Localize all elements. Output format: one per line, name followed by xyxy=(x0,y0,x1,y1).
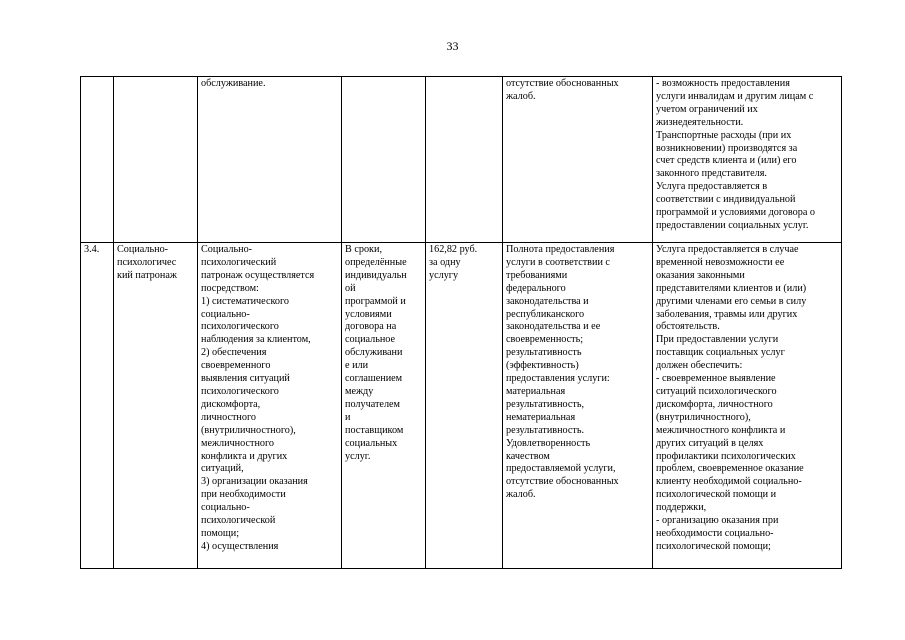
text-line: Социально- xyxy=(201,244,253,255)
text-line: жизнедеятельности. xyxy=(656,116,744,128)
text-line: и xyxy=(345,411,351,423)
text-line: поддержки, xyxy=(656,502,707,514)
cell-quality-indicators xyxy=(503,243,653,569)
text-line: договора на xyxy=(345,321,397,333)
text-line: дискомфорта, xyxy=(201,398,261,410)
text-line: нематериальная xyxy=(506,411,576,423)
text-line: клиенту необходимой социально- xyxy=(656,476,802,488)
text-line: межличностного конфликта и xyxy=(656,424,786,436)
text-line: - возможность предоставления xyxy=(656,78,790,89)
cell-conditions xyxy=(653,77,842,243)
cell-service-name xyxy=(114,77,198,243)
text-line: ой xyxy=(345,282,356,294)
text-line: социально- xyxy=(201,308,250,320)
text-line: 4) осуществления xyxy=(201,540,279,552)
text-line: - организацию оказания при xyxy=(656,515,779,527)
text-line: поставщиком xyxy=(345,424,404,436)
text-line: законодательства и ее xyxy=(506,321,601,333)
text-line: учетом ограничений их xyxy=(656,103,758,115)
text-line: В сроки, xyxy=(345,244,382,255)
cell-service-content xyxy=(198,77,342,243)
text-line: материальная xyxy=(506,385,566,397)
cell-quality-indicators xyxy=(503,77,653,243)
text-line: 3.4. xyxy=(84,244,100,255)
text-line: получателем xyxy=(345,398,400,410)
cell-tariff xyxy=(426,243,503,569)
text-line: 3) организации оказания xyxy=(201,476,308,488)
text-line: ситуаций психологического xyxy=(656,385,777,397)
text-line: заболевания, травмы или других xyxy=(656,308,798,320)
text-line: законодательства и xyxy=(506,295,589,307)
text-line: услуги инвалидам и другим лицам с xyxy=(656,90,814,102)
text-line: Услуга предоставляется в xyxy=(656,181,768,193)
text-line: личностного xyxy=(201,411,256,423)
text-line: жалоб. xyxy=(506,489,536,501)
text-line: представителями клиентов и (или) xyxy=(656,282,807,294)
text-line: 2) обеспечения xyxy=(201,347,267,359)
cell-service-content xyxy=(198,243,342,569)
cell-deadlines xyxy=(342,243,426,569)
text-line: предоставлении социальных услуг. xyxy=(656,219,809,231)
text-line: 162,82 руб. xyxy=(429,244,478,255)
text-line: услугу xyxy=(429,269,459,281)
text-line: между xyxy=(345,385,374,397)
text-line: должен обеспечить: xyxy=(656,360,743,372)
text-line: результативность. xyxy=(506,424,585,436)
text-line: условиями xyxy=(345,308,392,320)
text-line: республиканского xyxy=(506,308,585,320)
text-line: качеством xyxy=(506,450,550,462)
text-line: своевременного xyxy=(201,360,271,372)
text-line: законного представителя. xyxy=(656,168,767,180)
text-line: психологической помощи и xyxy=(656,489,777,501)
text-line: психологичес xyxy=(117,256,177,268)
text-line: поставщик социальных услуг xyxy=(656,347,785,359)
text-line: проблем, своевременное оказание xyxy=(656,463,804,475)
cell-conditions xyxy=(653,243,842,569)
text-line: психологического xyxy=(201,321,279,333)
text-line: психологической xyxy=(201,515,276,527)
text-line: Транспортные расходы (при их xyxy=(656,129,792,141)
text-line: обслуживание. xyxy=(201,78,266,89)
text-line: отсутствие обоснованных xyxy=(506,78,619,89)
text-line: необходимости социально- xyxy=(656,527,774,539)
text-line: за одну xyxy=(429,256,461,268)
text-line: обстоятельств. xyxy=(656,321,720,333)
text-line: возникновении) производятся за xyxy=(656,142,798,154)
page-number: 33 xyxy=(446,39,459,53)
text-line: психологического xyxy=(201,385,279,397)
text-line: временной невозможности ее xyxy=(656,256,785,268)
text-line: 1) систематического xyxy=(201,295,290,307)
services-table xyxy=(80,76,842,569)
text-line: жалоб. xyxy=(506,90,536,102)
cell-tariff xyxy=(426,77,503,243)
text-line: соглашением xyxy=(345,373,403,385)
text-line: - своевременное выявление xyxy=(656,373,776,385)
text-line: конфликта и других xyxy=(201,450,288,462)
text-line: (внутриличностного), xyxy=(656,411,751,423)
text-line: выявления ситуаций xyxy=(201,373,290,385)
text-line: счет средств клиента и (или) его xyxy=(656,155,797,167)
cell-deadlines xyxy=(342,77,426,243)
text-line: посредством: xyxy=(201,282,259,294)
text-line: программой и xyxy=(345,295,406,307)
text-line: межличностного xyxy=(201,437,275,449)
cell-number xyxy=(81,243,114,569)
text-line: е или xyxy=(345,360,369,372)
text-line: дискомфорта, личностного xyxy=(656,398,773,410)
text-line: патронаж осуществляется xyxy=(201,269,315,281)
cell-number xyxy=(81,77,114,243)
text-line: результативность xyxy=(506,347,582,359)
text-line: (эффективность) xyxy=(506,360,579,372)
text-line: помощи; xyxy=(201,527,240,539)
text-line: федерального xyxy=(506,282,566,294)
text-line: требованиями xyxy=(506,269,568,281)
text-line: предоставляемой услуги, xyxy=(506,463,616,475)
text-line: предоставления услуги: xyxy=(506,373,610,385)
text-line: результативность, xyxy=(506,398,585,410)
text-line: Услуга предоставляется в случае xyxy=(656,244,799,255)
text-line: соответствии с индивидуальной xyxy=(656,194,796,206)
text-line: наблюдения за клиентом, xyxy=(201,334,311,346)
cell-service-name xyxy=(114,243,198,569)
text-line: другими членами его семьи в силу xyxy=(656,295,807,307)
text-line: профилактики психологических xyxy=(656,450,796,462)
text-line: своевременность; xyxy=(506,334,584,346)
text-line: кий патронаж xyxy=(117,269,177,281)
text-line: оказания законными xyxy=(656,269,745,281)
text-line: социальных xyxy=(345,437,398,449)
text-line: отсутствие обоснованных xyxy=(506,476,619,488)
table-row-continuation xyxy=(81,77,842,243)
text-line: услуги в соответствии с xyxy=(506,256,610,268)
text-line: при необходимости xyxy=(201,489,286,501)
text-line: психологический xyxy=(201,256,277,268)
text-line: Удовлетворенность xyxy=(506,437,591,449)
text-line: социальное xyxy=(345,334,396,346)
text-line: При предоставлении услуги xyxy=(656,334,779,346)
text-line: других ситуаций в целях xyxy=(656,437,764,449)
text-line: индивидуальн xyxy=(345,269,407,281)
text-line: услуг. xyxy=(345,450,371,462)
text-line: (внутриличностного), xyxy=(201,424,296,436)
text-line: определённые xyxy=(345,256,407,268)
text-line: психологической помощи; xyxy=(656,540,771,552)
text-line: ситуаций, xyxy=(201,463,244,475)
text-line: социально- xyxy=(201,502,250,514)
text-line: программой и условиями договора о xyxy=(656,207,815,219)
text-line: Социально- xyxy=(117,244,169,255)
text-line: Полнота предоставления xyxy=(506,244,615,255)
text-line: обслуживани xyxy=(345,347,403,359)
table-row-3-4 xyxy=(81,243,842,569)
